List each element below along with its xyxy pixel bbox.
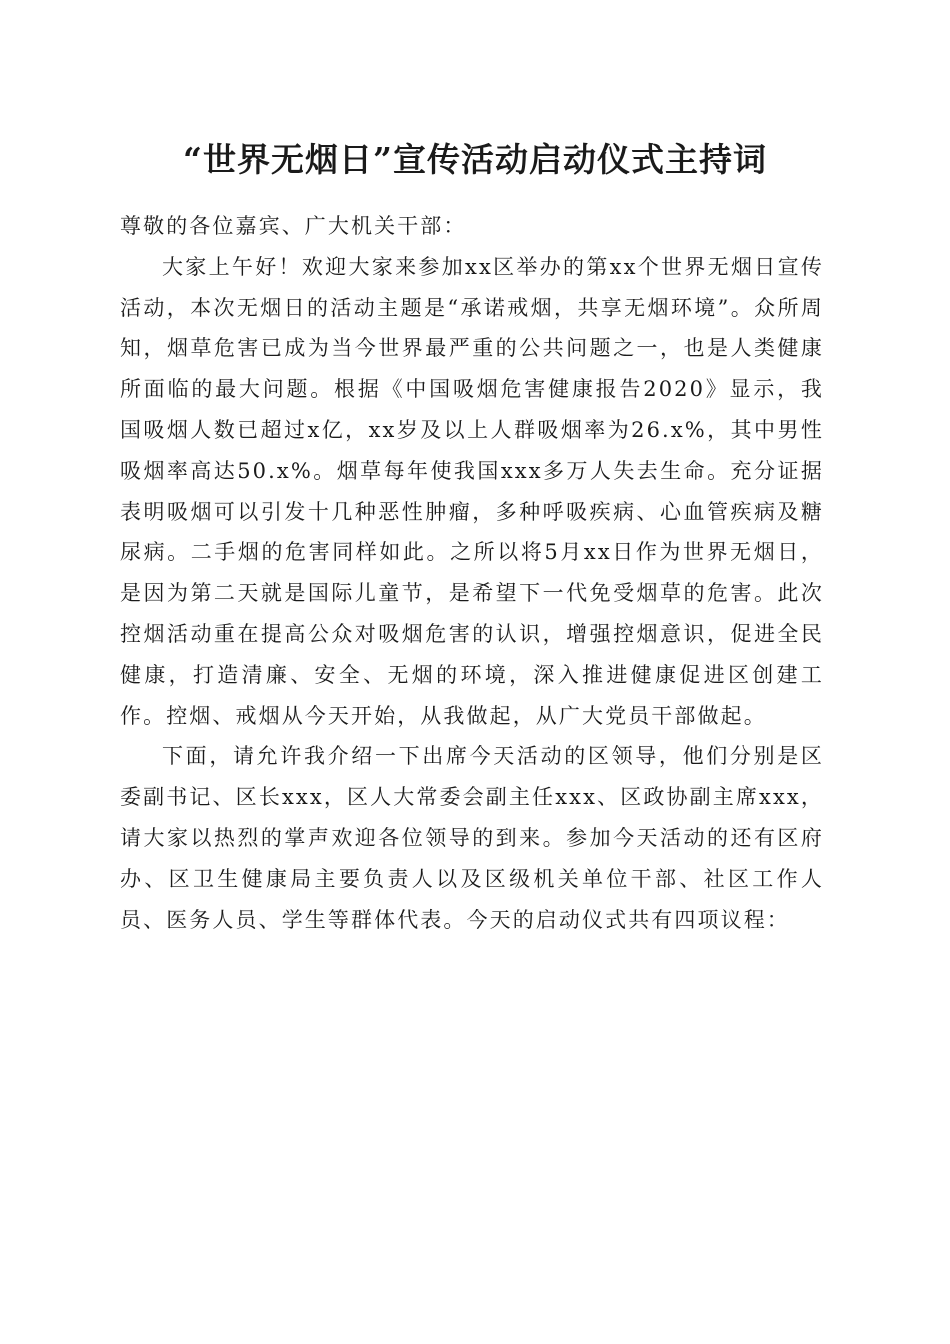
body-paragraph-welcome: 大家上午好！欢迎大家来参加xx区举办的第xx个世界无烟日宣传活动，本次无烟日的活动主题是“承诺戒烟，共享无烟环境”。众所周知，烟草危害已成为当今世界最严重的公共问题之一，也是人类健康所面临的最大问题。根据《中国吸烟危害健康报告2020》显示，我国吸烟人数已超过x亿，xx岁及以上人群吸烟率为26.x%，其中男性吸烟率高达50.x%。烟草每年使我国xxx多万人失去生命。充分证据表明吸烟可以引发十几种恶性肿瘤，多种呼吸疾病、心血管疾病及糖尿病。二手烟的危害同样如此。之所以将5月xx日作为世界无烟日，是因为第二天就是国际儿童节，是希望下一代免受烟草的危害。此次控烟活动重在提高公众对吸烟危害的认识，增强控烟意识，促进全民健康，打造清廉、安全、无烟的环境，深入推进健康促进区创建工作。控烟、戒烟从今天开始，从我做起，从广大党员干部做起。 bbox=[120, 254, 824, 728]
document-title: “世界无烟日”宣传活动启动仪式主持词 bbox=[183, 140, 767, 179]
salutation-line: 尊敬的各位嘉宾、广大机关干部： bbox=[120, 214, 467, 238]
document-body bbox=[120, 206, 824, 940]
body-paragraph-introductions: 下面，请允许我介绍一下出席今天活动的区领导，他们分别是区委副书记、区长xxx，区人大常委会副主任xxx、区政协副主席xxx，请大家以热烈的掌声欢迎各位领导的到来。参加今天活动的还有区府办、区卫生健康局主要负责人以及区级机关单位干部、社区工作人员、医务人员、学生等群体代表。今天的启动仪式共有四项议程： bbox=[120, 744, 824, 932]
